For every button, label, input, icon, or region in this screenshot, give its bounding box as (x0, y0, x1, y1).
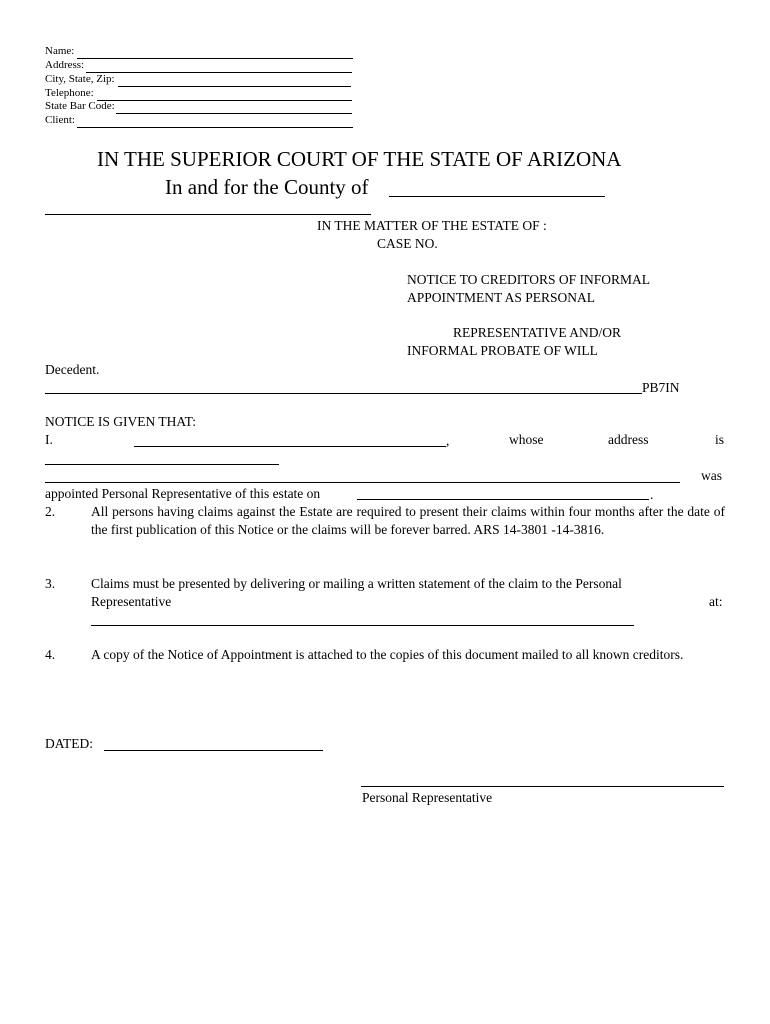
form-code: PB7IN (642, 380, 680, 395)
state-bar-code-field-label: State Bar Code: (45, 100, 115, 112)
notice-title-line-1: NOTICE TO CREDITORS OF INFORMAL (407, 272, 651, 287)
item-1-comma: , (446, 433, 450, 448)
item-1-period: . (650, 487, 654, 502)
estate-name-line[interactable] (45, 214, 371, 215)
name-field-line[interactable] (77, 58, 353, 59)
item-1-appointed-text: appointed Personal Representative of this estate on (45, 486, 321, 501)
representative-claim-address-line[interactable] (91, 625, 634, 626)
representative-address-line-2[interactable] (45, 482, 680, 483)
address-field-label: Address: (45, 59, 85, 71)
dated-line[interactable] (104, 750, 323, 751)
telephone-field-label: Telephone: (45, 87, 94, 99)
city-state-zip-field-line[interactable] (118, 86, 351, 87)
court-title: IN THE SUPERIOR COURT OF THE STATE OF ARIZONA (97, 147, 622, 171)
item-1-whose: whose (509, 432, 544, 447)
item-1-address: address (608, 432, 649, 447)
item-3-number: 3. (45, 576, 56, 591)
representative-address-line-1[interactable] (45, 464, 279, 465)
item-1-number: I. (45, 432, 53, 447)
notice-title-line-3: REPRESENTATIVE AND/OR (453, 325, 622, 340)
item-1-was: was (701, 468, 722, 483)
item-3-representative: Representative (91, 594, 172, 609)
item-1-is: is (715, 432, 725, 447)
representative-name-line[interactable] (134, 446, 446, 447)
state-bar-code-field-line[interactable] (116, 113, 352, 114)
decedent-label: Decedent. (45, 362, 100, 377)
address-field-line[interactable] (86, 72, 352, 73)
county-name-line[interactable] (389, 196, 605, 197)
notice-title-line-4: INFORMAL PROBATE OF WILL (407, 343, 598, 358)
item-3-text: Claims must be presented by delivering or mailing a written statement of the claim to the Personal (91, 576, 622, 591)
personal-representative-label: Personal Representative (362, 790, 493, 805)
telephone-field-line[interactable] (97, 100, 352, 101)
client-field-line[interactable] (77, 127, 353, 128)
county-line-label: In and for the County of (165, 175, 369, 199)
estate-matter-label: IN THE MATTER OF THE ESTATE OF : (317, 218, 547, 233)
name-field-label: Name: (45, 45, 75, 57)
city-state-zip-field-label: City, State, Zip: (45, 73, 115, 85)
signature-line[interactable] (361, 786, 724, 787)
case-number-label: CASE NO. (377, 236, 438, 251)
notice-title-line-2: APPOINTMENT AS PERSONAL (407, 290, 596, 305)
item-4-text: A copy of the Notice of Appointment is attached to the copies of this document mailed to all known creditors. (91, 647, 684, 662)
caption-divider-line (45, 393, 642, 394)
dated-label: DATED: (45, 736, 93, 751)
item-2-text: All persons having claims against the Estate are required to present their claims within four months after the date of the first publication of this Notice or the claims will be forever barred. ARS 14-3801 -14-3816. (91, 504, 725, 537)
item-4-number: 4. (45, 647, 56, 662)
client-field-label: Client: (45, 114, 75, 126)
notice-given-heading: NOTICE IS GIVEN THAT: (45, 414, 196, 429)
item-2-number: 2. (45, 504, 56, 519)
item-3-at: at: (709, 594, 723, 609)
appointment-date-line[interactable] (357, 499, 649, 500)
